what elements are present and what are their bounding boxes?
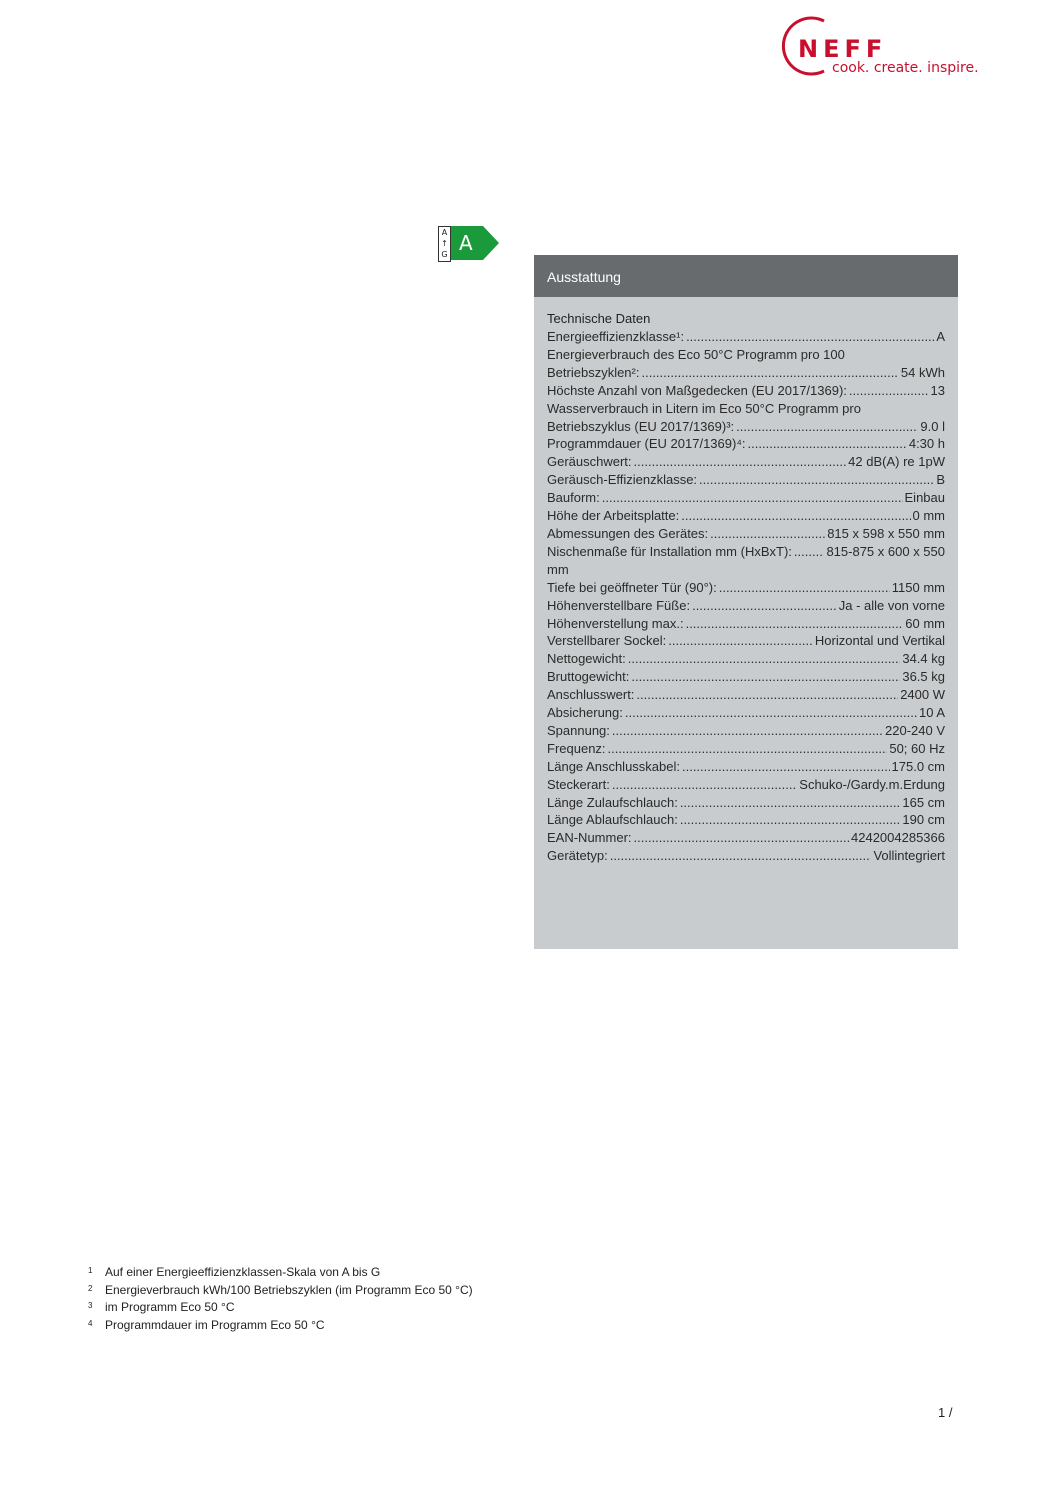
spec-row xyxy=(547,740,945,758)
spec-label: Absicherung: xyxy=(547,705,623,721)
leader-dots xyxy=(680,811,901,829)
spec-value: 220-240 V xyxy=(885,722,945,738)
spec-value: 34.4 kg xyxy=(902,651,945,667)
spec-label: Programmdauer (EU 2017/1369)⁴: xyxy=(547,436,746,452)
spec-label: EAN-Nummer: xyxy=(547,830,632,846)
spec-value: 54 kWh xyxy=(900,364,945,380)
spec-row xyxy=(547,829,945,847)
leader-dots xyxy=(748,435,907,453)
spec-value: Ja - alle von vorne xyxy=(838,597,945,613)
leader-dots xyxy=(849,382,929,400)
spec-label: Höhenverstellbare Füße: xyxy=(547,597,691,613)
spec-row xyxy=(547,722,945,740)
footnote-text: Energieverbrauch kWh/100 Betriebszyklen (im Programm Eco 50 °C) xyxy=(105,1282,473,1297)
page-number: 1 / xyxy=(938,1405,953,1420)
spec-row xyxy=(547,489,945,507)
spec-list xyxy=(547,328,945,865)
spec-row xyxy=(547,668,945,686)
leader-dots xyxy=(794,543,825,561)
footnotes xyxy=(88,1264,488,1334)
spec-row xyxy=(547,507,945,525)
leader-dots xyxy=(628,650,901,668)
neff-logo xyxy=(778,14,998,80)
spec-row xyxy=(547,597,945,615)
spec-label: Höhenverstellung max.: xyxy=(547,615,684,631)
spec-value: 10 A xyxy=(918,705,945,721)
spec-label: Geräusch-Effizienzklasse: xyxy=(547,472,698,488)
spec-value: 815-875 x 600 x 550 xyxy=(826,543,945,559)
spec-row xyxy=(547,794,945,812)
leader-dots xyxy=(686,328,934,346)
leader-dots xyxy=(719,579,890,597)
spec-value: Einbau xyxy=(904,490,945,506)
spec-label: Länge Ablaufschlauch: xyxy=(547,812,678,828)
panel-header: Ausstattung xyxy=(534,255,958,297)
energy-scale-bottom: G xyxy=(441,250,448,259)
spec-label: Geräuschwert: xyxy=(547,454,632,470)
leader-dots xyxy=(668,632,813,650)
spec-label: Bauform: xyxy=(547,490,600,506)
energy-class: A xyxy=(459,231,473,255)
spec-label: Höchste Anzahl von Maßgedecken (EU 2017/1369): xyxy=(547,382,847,398)
leader-dots xyxy=(636,686,898,704)
brand-slogan: cook. create. inspire. xyxy=(832,60,979,76)
spec-value: B xyxy=(936,472,945,488)
spec-value: 1150 mm xyxy=(891,579,945,595)
spec-label: Nettogewicht: xyxy=(547,651,626,667)
spec-value: Vollintegriert xyxy=(873,848,945,864)
spec-row xyxy=(547,758,945,776)
spec-value: 13 xyxy=(930,382,945,398)
leader-dots xyxy=(608,740,888,758)
energy-scale-top: A xyxy=(441,228,448,237)
leader-dots xyxy=(682,758,890,776)
footnote-number: 2 xyxy=(88,1283,93,1293)
spec-label: Betriebszyklus (EU 2017/1369)³: xyxy=(547,418,735,434)
spec-row xyxy=(547,382,945,400)
spec-label: Frequenz: xyxy=(547,740,606,756)
spec-label: Betriebszyklen²: xyxy=(547,364,640,380)
energy-scale xyxy=(438,226,451,262)
footnote-number: 1 xyxy=(88,1266,93,1275)
footnote-text: im Programm Eco 50 °C xyxy=(105,1300,235,1314)
leader-dots xyxy=(602,489,903,507)
leader-dots xyxy=(681,507,910,525)
spec-row xyxy=(547,632,945,650)
spec-label: mm xyxy=(547,561,569,577)
spec-label: Anschlusswert: xyxy=(547,687,635,703)
spec-row xyxy=(547,346,945,364)
spec-label: Höhe der Arbeitsplatte: xyxy=(547,508,680,524)
spec-label: Gerätetyp: xyxy=(547,848,608,864)
spec-value: Schuko-/Gardy.m.Erdung xyxy=(799,776,945,792)
energy-scale-arrow-icon: ↑ xyxy=(441,239,448,248)
spec-row xyxy=(547,400,945,418)
spec-row xyxy=(547,847,945,865)
spec-value: 36.5 kg xyxy=(902,669,945,685)
leader-dots xyxy=(680,794,901,812)
spec-value: 60 mm xyxy=(905,615,945,631)
spec-value: Horizontal und Vertikal xyxy=(814,633,945,649)
leader-dots xyxy=(610,847,872,865)
leader-dots xyxy=(625,704,917,722)
spec-value: 2400 W xyxy=(900,687,945,703)
footnote xyxy=(88,1299,488,1317)
spec-row xyxy=(547,776,945,794)
spec-label: Steckerart: xyxy=(547,776,610,792)
spec-row xyxy=(547,453,945,471)
spec-label: Energieeffizienzklasse¹: xyxy=(547,329,685,344)
spec-label: Länge Anschlusskabel: xyxy=(547,758,680,774)
spec-row xyxy=(547,525,945,543)
spec-label: Bruttogewicht: xyxy=(547,669,630,685)
footnote xyxy=(88,1264,488,1282)
spec-label: Tiefe bei geöffneter Tür (90°): xyxy=(547,579,717,595)
spec-label: Abmessungen des Gerätes: xyxy=(547,525,709,541)
leader-dots xyxy=(699,471,934,489)
spec-row xyxy=(547,686,945,704)
energy-label xyxy=(438,226,502,262)
footnote-text: Programmdauer im Programm Eco 50 °C xyxy=(105,1317,325,1332)
spec-value: 175.0 cm xyxy=(891,758,945,774)
leader-dots xyxy=(641,364,898,382)
spec-row xyxy=(547,561,945,579)
spec-value: 0 mm xyxy=(912,508,945,524)
leader-dots xyxy=(736,418,918,436)
spec-value: 4242004285366 xyxy=(851,830,945,846)
footnote-text: Auf einer Energieeffizienzklassen-Skala von A bis G xyxy=(105,1265,381,1279)
spec-panel xyxy=(534,255,958,949)
spec-value: 165 cm xyxy=(902,794,945,810)
spec-label: Wasserverbrauch in Litern im Eco 50°C Programm pro xyxy=(547,400,861,416)
leader-dots xyxy=(612,776,797,794)
spec-value: 190 cm xyxy=(902,812,945,828)
spec-label: Spannung: xyxy=(547,722,610,738)
spec-value: 4:30 h xyxy=(908,436,945,452)
leader-dots xyxy=(612,722,883,740)
leader-dots xyxy=(634,453,847,471)
footnote xyxy=(88,1317,488,1335)
spec-row xyxy=(547,543,945,561)
brand-name: NEFF xyxy=(798,35,888,63)
footnote-number: 3 xyxy=(88,1301,93,1310)
spec-row xyxy=(547,471,945,489)
spec-value: 815 x 598 x 550 mm xyxy=(827,525,945,541)
footnote-number: 4 xyxy=(88,1318,93,1328)
spec-label: Länge Zulaufschlauch: xyxy=(547,794,678,810)
spec-row xyxy=(547,364,945,382)
spec-value: 9.0 l xyxy=(920,418,945,434)
spec-row xyxy=(547,328,945,346)
panel-body xyxy=(534,297,958,865)
footnote xyxy=(88,1282,488,1300)
spec-row xyxy=(547,811,945,829)
spec-label: Verstellbarer Sockel: xyxy=(547,633,667,649)
leader-dots xyxy=(634,829,849,847)
spec-row xyxy=(547,418,945,436)
leader-dots xyxy=(686,615,904,633)
spec-value: 42 dB(A) re 1pW xyxy=(848,454,945,470)
spec-row xyxy=(547,650,945,668)
spec-value: 50; 60 Hz xyxy=(889,740,945,756)
spec-value: A xyxy=(936,329,945,344)
leader-dots xyxy=(710,525,825,543)
spec-row xyxy=(547,704,945,722)
spec-row xyxy=(547,435,945,453)
spec-label: Energieverbrauch des Eco 50°C Programm pro 100 xyxy=(547,346,845,362)
spec-label: Nischenmaße für Installation mm (HxBxT): xyxy=(547,543,792,559)
spec-row xyxy=(547,579,945,597)
section-title: Technische Daten xyxy=(547,311,651,326)
leader-dots xyxy=(631,668,900,686)
leader-dots xyxy=(692,597,837,615)
spec-row xyxy=(547,615,945,633)
